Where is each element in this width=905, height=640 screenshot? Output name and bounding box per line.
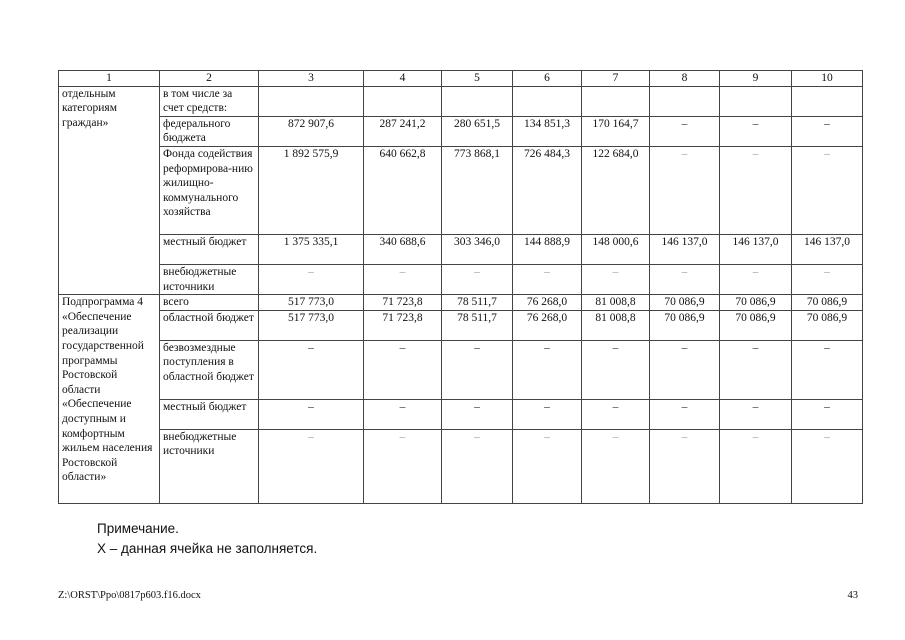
value-cell: 134 851,3 — [513, 116, 582, 146]
budget-table — [58, 70, 863, 504]
value-cell: – — [364, 399, 442, 429]
value-cell: 70 086,9 — [650, 295, 720, 311]
source-label-cell: местный бюджет — [160, 234, 259, 264]
value-cell: – — [720, 146, 792, 234]
value-cell: 76 268,0 — [513, 310, 582, 340]
value-cell: 1 892 575,9 — [259, 146, 364, 234]
value-cell: 872 907,6 — [259, 116, 364, 146]
table-row — [59, 264, 863, 294]
note-text: Х – данная ячейка не заполняется. — [97, 541, 318, 556]
value-cell: – — [792, 264, 863, 294]
value-cell: – — [720, 116, 792, 146]
value-cell: – — [582, 399, 650, 429]
table-row — [59, 146, 863, 234]
value-cell: 71 723,8 — [364, 295, 442, 311]
column-header: 3 — [259, 71, 364, 87]
table-row — [59, 234, 863, 264]
value-cell: 146 137,0 — [792, 234, 863, 264]
value-cell: 146 137,0 — [720, 234, 792, 264]
value-cell: 70 086,9 — [792, 295, 863, 311]
header-row — [59, 71, 863, 87]
value-cell: 726 484,3 — [513, 146, 582, 234]
source-label-cell: внебюджетные источники — [160, 429, 259, 503]
program-name-cell: Подпрограмма 4 «Обеспечение реализации государственной программы Ростовской области «Обеспечение доступным и комфортным жильем населения Ростовской области» — [59, 295, 160, 504]
source-label-cell: Фонда содействия реформирова-нию жилищно-коммунального хозяйства — [160, 146, 259, 234]
table-row — [59, 429, 863, 503]
table-row — [59, 295, 863, 311]
table-row — [59, 310, 863, 340]
source-label-cell: местный бюджет — [160, 399, 259, 429]
value-cell: – — [650, 264, 720, 294]
value-cell: 280 651,5 — [442, 116, 513, 146]
value-cell: 1 375 335,1 — [259, 234, 364, 264]
value-cell: – — [364, 340, 442, 399]
value-cell: – — [513, 399, 582, 429]
column-header: 4 — [364, 71, 442, 87]
value-cell: – — [792, 340, 863, 399]
value-cell: 303 346,0 — [442, 234, 513, 264]
value-cell: 81 008,8 — [582, 310, 650, 340]
value-cell: – — [582, 340, 650, 399]
column-header: 9 — [720, 71, 792, 87]
value-cell: 76 268,0 — [513, 295, 582, 311]
value-cell: – — [720, 264, 792, 294]
source-label-cell: областной бюджет — [160, 310, 259, 340]
value-cell: – — [582, 429, 650, 503]
value-cell: – — [259, 264, 364, 294]
value-cell: 70 086,9 — [792, 310, 863, 340]
value-cell: 122 684,0 — [582, 146, 650, 234]
value-cell: 70 086,9 — [650, 310, 720, 340]
value-cell: 517 773,0 — [259, 295, 364, 311]
column-header: 6 — [513, 71, 582, 87]
source-label-cell: всего — [160, 295, 259, 311]
value-cell: – — [513, 264, 582, 294]
value-cell: 340 688,6 — [364, 234, 442, 264]
column-header: 10 — [792, 71, 863, 87]
value-cell: – — [792, 146, 863, 234]
source-label-cell: внебюджетные источники — [160, 264, 259, 294]
column-header: 8 — [650, 71, 720, 87]
value-cell: 78 511,7 — [442, 310, 513, 340]
value-cell: – — [259, 399, 364, 429]
value-cell: – — [259, 340, 364, 399]
value-cell: – — [513, 429, 582, 503]
value-cell: 517 773,0 — [259, 310, 364, 340]
value-cell: – — [582, 264, 650, 294]
program-name-cell: отдельным категориям граждан» — [59, 86, 160, 295]
value-cell: – — [792, 429, 863, 503]
value-cell: 773 868,1 — [442, 146, 513, 234]
value-cell: – — [720, 399, 792, 429]
value-cell: 148 000,6 — [582, 234, 650, 264]
value-cell: 287 241,2 — [364, 116, 442, 146]
value-cell: 81 008,8 — [582, 295, 650, 311]
value-cell: 170 164,7 — [582, 116, 650, 146]
value-cell: – — [650, 429, 720, 503]
value-cell: – — [650, 399, 720, 429]
value-cell: 71 723,8 — [364, 310, 442, 340]
table-row — [59, 86, 863, 116]
value-cell: 70 086,9 — [720, 295, 792, 311]
source-label-cell: в том числе за счет средств: — [160, 86, 259, 116]
value-cell: – — [364, 264, 442, 294]
value-cell: – — [513, 340, 582, 399]
page-number: 43 — [847, 590, 858, 601]
value-cell: – — [720, 340, 792, 399]
column-header: 5 — [442, 71, 513, 87]
value-cell: – — [259, 429, 364, 503]
table-row — [59, 340, 863, 399]
table-row — [59, 116, 863, 146]
value-cell: 70 086,9 — [720, 310, 792, 340]
table-row — [59, 399, 863, 429]
note-title: Примечание. — [97, 521, 179, 536]
value-cell: – — [792, 116, 863, 146]
value-cell: – — [720, 429, 792, 503]
column-header: 1 — [59, 71, 160, 87]
value-cell: 144 888,9 — [513, 234, 582, 264]
source-label-cell: федерального бюджета — [160, 116, 259, 146]
value-cell: – — [442, 340, 513, 399]
value-cell: – — [364, 429, 442, 503]
value-cell: 146 137,0 — [650, 234, 720, 264]
column-header: 7 — [582, 71, 650, 87]
source-label-cell: безвозмездные поступления в областной бюджет — [160, 340, 259, 399]
value-cell: – — [442, 399, 513, 429]
column-header: 2 — [160, 71, 259, 87]
value-cell: – — [650, 146, 720, 234]
value-cell: – — [442, 429, 513, 503]
value-cell: – — [650, 116, 720, 146]
value-cell: 78 511,7 — [442, 295, 513, 311]
value-cell: – — [650, 340, 720, 399]
value-cell: – — [792, 399, 863, 429]
footer-file-path: Z:\ORST\Ppo\0817p603.f16.docx — [58, 590, 201, 601]
value-cell: 640 662,8 — [364, 146, 442, 234]
value-cell: – — [442, 264, 513, 294]
